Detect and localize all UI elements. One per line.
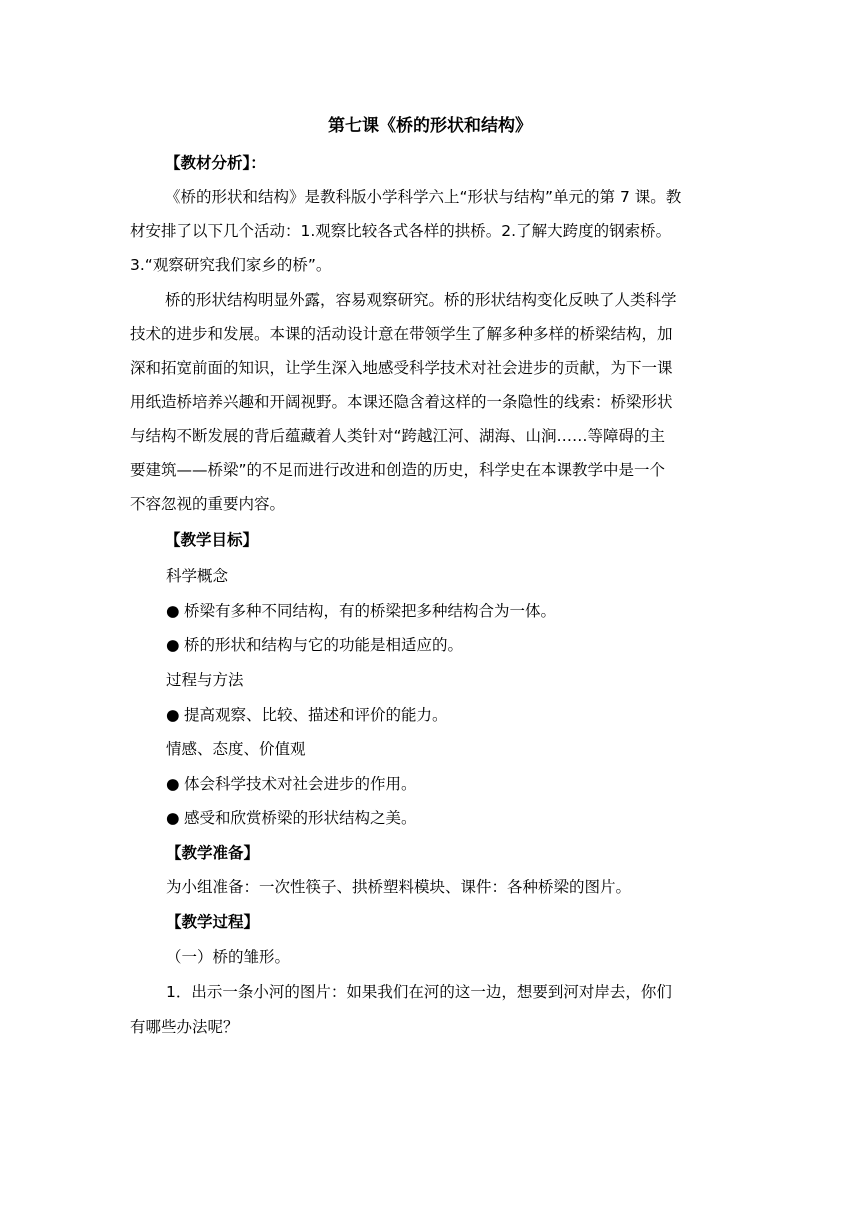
paragraph-line: 3.“观察研究我们家乡的桥”。 — [130, 256, 332, 274]
subheading-concept: 科学概念 — [166, 567, 229, 585]
bullet-text: 体会科学技术对社会进步的作用。 — [184, 775, 417, 793]
bullet-icon: ● — [166, 602, 180, 620]
subheading-process: 过程与方法 — [166, 671, 244, 689]
paragraph-line: 用纸造桥培养兴趣和开阔视野。本课还隐含着这样的一条隐性的线索：桥梁形状 — [130, 393, 673, 411]
bullet-icon: ● — [166, 636, 180, 654]
bullet-icon: ● — [166, 809, 180, 827]
section-heading-prep: 【教学准备】 — [166, 844, 260, 862]
section-heading-goals: 【教学目标】 — [165, 531, 259, 549]
subheading-emotion: 情感、态度、价值观 — [166, 740, 306, 758]
paragraph-line: 有哪些办法呢？ — [130, 1018, 239, 1036]
paragraph-line: 要建筑——桥梁”的不足而进行改进和创造的历史，科学史在本课教学中是一个 — [130, 461, 666, 479]
bullet-item — [166, 767, 766, 801]
paragraph-line: 不容忽视的重要内容。 — [130, 495, 286, 513]
bullet-text: 提高观察、比较、描述和评价的能力。 — [184, 706, 448, 724]
bullet-item — [166, 628, 766, 662]
bullet-text: 桥的形状和结构与它的功能是相适应的。 — [184, 636, 464, 654]
bullet-icon: ● — [166, 706, 180, 724]
bullet-item — [166, 698, 766, 732]
paragraph-line: 为小组准备：一次性筷子、拱桥塑料模块、课件：各种桥梁的图片。 — [166, 878, 632, 896]
section-heading-analysis: 【教材分析】： — [165, 154, 266, 172]
paragraph-line: 与结构不断发展的背后蕴藏着人类针对“跨越江河、湖海、山涧……等障碍的主 — [130, 427, 666, 445]
bullet-item — [166, 801, 766, 835]
subheading-section-1: （一）桥的雏形。 — [166, 948, 291, 966]
paragraph-line: 《桥的形状和结构》是教科版小学科学六上“形状与结构”单元的第 7 课。教 — [165, 188, 682, 206]
paragraph-line: 1．出示一条小河的图片：如果我们在河的这一边，想要到河对岸去，你们 — [166, 983, 672, 1001]
paragraph-line: 材安排了以下几个活动：1.观察比较各式各样的拱桥。2.了解大跨度的钢索桥。 — [130, 222, 672, 240]
bullet-item — [166, 594, 766, 628]
paragraph-line: 技术的进步和发展。本课的活动设计意在带领学生了解多种多样的桥梁结构，加 — [130, 325, 673, 343]
paragraph-line: 深和拓宽前面的知识，让学生深入地感受科学技术对社会进步的贡献，为下一课 — [130, 359, 673, 377]
bullet-text: 桥梁有多种不同结构，有的桥梁把多种结构合为一体。 — [184, 602, 557, 620]
document-title: 第七课《桥的形状和结构》 — [328, 116, 532, 136]
bullet-icon: ● — [166, 775, 180, 793]
paragraph-line: 桥的形状结构明显外露，容易观察研究。桥的形状结构变化反映了人类科学 — [165, 291, 677, 309]
section-heading-process: 【教学过程】 — [166, 913, 260, 931]
bullet-text: 感受和欣赏桥梁的形状结构之美。 — [184, 809, 417, 827]
